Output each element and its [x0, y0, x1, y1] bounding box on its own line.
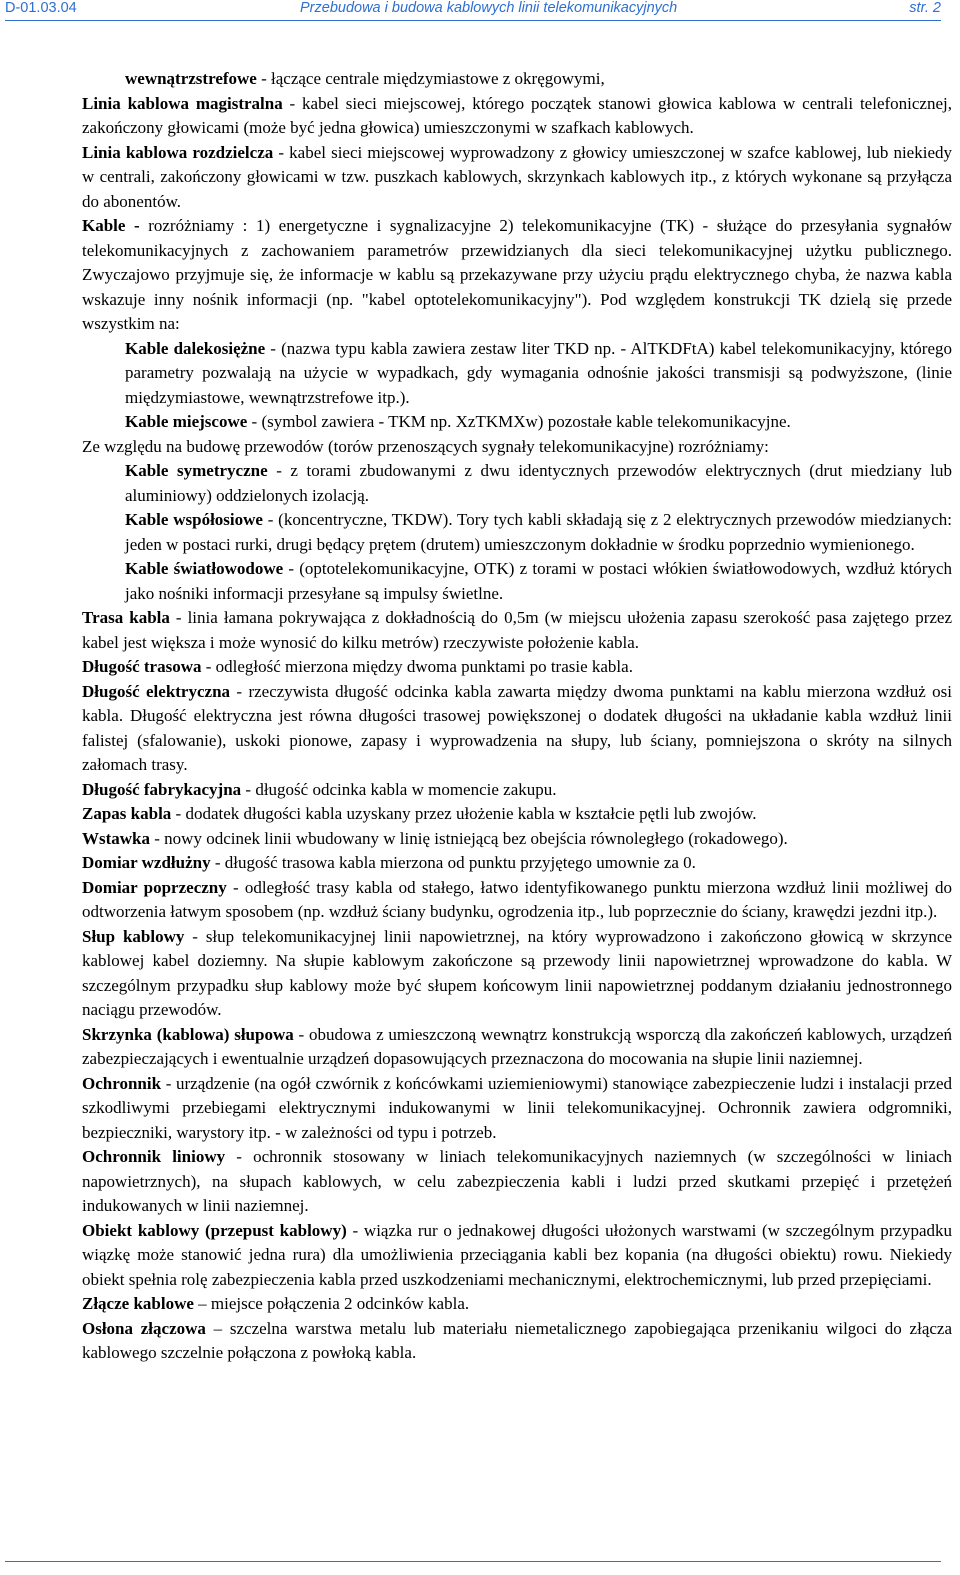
definition-paragraph [82, 1219, 952, 1293]
definition-text: – szczelna warstwa metalu lub materiału niemetalicznego zapobiegająca przenikaniu wilgoci do złącza kablowego szczelnie połączona z powłoką kabla. [82, 1318, 952, 1362]
definition-paragraph [82, 1023, 952, 1072]
footer-divider [5, 1561, 941, 1562]
definition-paragraph [82, 557, 952, 606]
definition-paragraph [82, 410, 952, 435]
definition-text: - długość odcinka kabla w momencie zakupu. [241, 779, 557, 799]
definition-term: Skrzynka (kablowa) słupowa [82, 1024, 294, 1044]
definition-text: - kabel sieci miejscowej, którego początek stanowi głowica kablowa w centrali telefonicznej, zakończony głowicami (może być jedna głowica) umieszczonymi w szafkach kablowych. [82, 93, 952, 137]
definition-text: – miejsce połączenia 2 odcinków kabla. [193, 1294, 470, 1313]
definition-text: - (optotelekomunikacyjne, OTK) z torami w postaci włókien światłowodowych, wzdłuż których jako nośniki informacji przesyłane są impulsy świetlne. [125, 559, 952, 603]
definition-term: Kable światłowodowe [125, 559, 284, 578]
definition-term: Kable - [82, 216, 140, 235]
document-body [82, 67, 952, 1366]
definition-term: Wstawka [82, 828, 151, 848]
page-number: str. 2 [909, 0, 941, 16]
definition-text: - (koncentryczne, TKDW). Tory tych kabli składają się z 2 elektrycznych przewodów miedzianych: jeden w postaci rurki, drugi będący prętem (drutem) umieszczonym dokładnie w środku poprzednio wymienionego. [125, 510, 952, 554]
document-title: Przebudowa i budowa kablowych linii telekomunikacyjnych [300, 0, 678, 16]
definition-term: Kable symetryczne [125, 461, 268, 480]
definition-text: - łączące centrale międzymiastowe z okręgowymi, [256, 69, 605, 88]
definition-text: - obudowa z umieszczoną wewnątrz konstrukcją wsporczą dla zakończeń kablowych, urządzeń zabezpieczających i ewentualnie urządzeń dopasowujących przeznaczona do mocowania na słupie linii naziemnej. [82, 1024, 952, 1068]
definition-paragraph [82, 606, 952, 655]
definition-text: - urządzenie (na ogół czwórnik z końcówkami uziemieniowymi) stanowiące zabezpieczenie ludzi i instalacji przed szkodliwymi przebiegami elektrycznymi indukowanymi w linii telekomunikacyjnej. Ochronnik zawiera odgromniki, bezpieczniki, warystory itp. - w zależności od typu i potrzeb. [82, 1073, 952, 1142]
intro-paragraph [82, 435, 952, 460]
definition-term: Złącze kablowe [82, 1294, 194, 1313]
definition-paragraph [82, 851, 952, 876]
definition-paragraph [82, 778, 952, 803]
definition-term: Domiar wzdłużny [82, 853, 211, 872]
definition-paragraph [82, 141, 952, 215]
definition-paragraph [82, 1317, 952, 1366]
definition-term: Linia kablowa magistralna [82, 93, 283, 113]
definition-term: Zapas kabla [82, 804, 172, 823]
definition-paragraph [82, 1292, 952, 1317]
definition-text: - (nazwa typu kabla zawiera zestaw liter TKD np. - AlTKDFtA) kabel telekomunikacyjny, którego parametry pozwalają na użycie w wypadkach, gdy wymagania odnośnie jakości transmisji są podwyższone, (linie międzymiastowe, wewnątrzstrefowe itp.). [125, 338, 952, 407]
definition-paragraph [82, 655, 952, 680]
definition-paragraph [82, 459, 952, 508]
definition-term: Kable miejscowe [125, 412, 248, 431]
definition-term: Trasa kabla [82, 608, 170, 627]
definition-text: - z torami zbudowanymi z dwu identycznych przewodów elektrycznych (drut miedziany lub aluminiowy) oddzielonych izolacją. [125, 461, 952, 505]
definition-text: - słup telekomunikacyjnej linii napowietrznej, na który wyprowadzono i zakończono głowicą w skrzynce kablowej kabel doziemny. Na słupie kablowym zakończone są przewody linii napowietrznej wprowadzone do kabla. W szczególnym przypadku słup kablowy może być słupem końcowym linii napowietrznej poddanym działaniu jednostronnego naciągu przewodów. [82, 926, 952, 1019]
definition-term: wewnątrzstrefowe [125, 69, 257, 88]
definition-paragraph [82, 1145, 952, 1219]
definition-paragraph [82, 337, 952, 411]
definition-term: Długość fabrykacyjna [82, 779, 242, 799]
definition-term: Słup kablowy [82, 926, 185, 946]
definition-term: Ochronnik liniowy [82, 1147, 226, 1166]
definition-text: - odległość mierzona między dwoma punktami po trasie kabla. [201, 657, 633, 676]
definition-term: Kable współosiowe [125, 510, 263, 529]
definition-text: - nowy odcinek linii wbudowany w linię istniejącą bez obejścia równoległego (rokadowego). [150, 828, 788, 848]
definition-term: Długość elektryczna [82, 681, 231, 701]
page-header [5, 0, 941, 21]
definition-text: - (symbol zawiera - TKM np. XzTKMXw) pozostałe kable telekomunikacyjne. [247, 412, 791, 431]
definition-text: - linia łamana pokrywająca z dokładnością do 0,5m (w miejscu ułożenia zapasu szerokość pasa zajętego przez kabel jest większa i może wynosić do kilku metrów) rzeczywiste położenie kabla. [82, 608, 952, 652]
definition-paragraph [82, 876, 952, 925]
paragraph-text: Ze względu na budowę przewodów (torów przenoszących sygnały telekomunikacyjne) rozróżniamy: [82, 436, 769, 456]
definition-paragraph [82, 925, 952, 1023]
definition-paragraph [82, 680, 952, 778]
definition-text: - rzeczywista długość odcinka kabla zawarta między dwoma punktami na kablu mierzona wzdłuż osi kabla. Długość elektryczna jest równa długości trasowej powiększonej o dodatek długości na układanie kabla wzdłuż linii falistej (sfalowanie), uskoki pionowe, zapasy i wyprowadzenia na słupy, lub ściany, pomniejszona o skróty na silnych załomach trasy. [82, 681, 952, 774]
definition-text: - ochronnik stosowany w liniach telekomunikacyjnych naziemnych (w szczególności w liniach napowietrznych), na słupach kablowych, w celu zabezpieczenia kabli i ludzi przed skutkami przepięć i przetężeń indukowanych w linii naziemnej. [82, 1147, 952, 1215]
definition-text: - długość trasowa kabla mierzona od punktu przyjętego umownie za 0. [210, 853, 696, 872]
definition-term: Ochronnik [82, 1073, 162, 1093]
definition-text: - wiązka rur o jednakowej długości ułożonych warstwami (w szczególnym przypadku wiązkę może stanowić jedna rura) dla umożliwienia przeciągania kabli bez kopania (na długości obiektu) rowu. Niekiedy obiekt spełnia rolę zabezpieczenia kabla przed uszkodzeniami mechanicznymi, elektrochemicznymi, lub przed przepięciami. [82, 1220, 952, 1289]
definition-term: Kable dalekosiężne [125, 338, 266, 358]
definition-term: Długość trasowa [82, 657, 202, 676]
definition-text: - dodatek długości kabla uzyskany przez ułożenie kabla w kształcie pętli lub zwojów. [171, 804, 757, 823]
definition-paragraph [82, 92, 952, 141]
definition-paragraph [82, 802, 952, 827]
definition-paragraph [82, 508, 952, 557]
document-code: D-01.03.04 [5, 0, 77, 16]
definition-term: Domiar poprzeczny [82, 877, 227, 897]
definition-paragraph [82, 827, 952, 852]
definition-text: rozróżniamy : 1) energetyczne i sygnalizacyjne 2) telekomunikacyjne (TK) - służące do przesyłania sygnałów telekomunikacyjnych z zachowaniem parametrów przewidzianych dla sieci telekomunikacyjnej użytku publicznego. Zwyczajowo przyjmuje się, że informacje w kablu są przekazywane przy użyciu prądu elektrycznego chyba, że nazwa kabla wskazuje inny nośnik informacji (np. "kabel optotelekomunikacyjny"). Pod względem konstrukcji TK dzielą się przede wszystkim na: [82, 216, 953, 333]
definition-term: Obiekt kablowy (przepust kablowy) [82, 1220, 347, 1240]
definition-paragraph [82, 1072, 952, 1146]
definition-term: Osłona złączowa [82, 1318, 206, 1338]
definition-term: Linia kablowa rozdzielcza [82, 142, 274, 162]
definition-paragraph [82, 214, 952, 337]
definition-text: - kabel sieci miejscowej wyprowadzony z głowicy umieszczonej w szafce kablowej, lub niekiedy w centrali, zakończony głowicami w tzw. puszkach kablowych, skrzynkach kablowych itp., z których wykonane są przyłącza do abonentów. [82, 142, 952, 211]
definition-paragraph [82, 67, 952, 92]
definition-text: - odległość trasy kabla od stałego, łatwo identyfikowanego punktu mierzona wzdłuż linii możliwej do odtworzenia łatwym sposobem (np. wzdłuż ściany budynku, ogrodzenia itp., lub poprzecznie do ściany, krawędzi jezdni itp.). [82, 877, 952, 921]
